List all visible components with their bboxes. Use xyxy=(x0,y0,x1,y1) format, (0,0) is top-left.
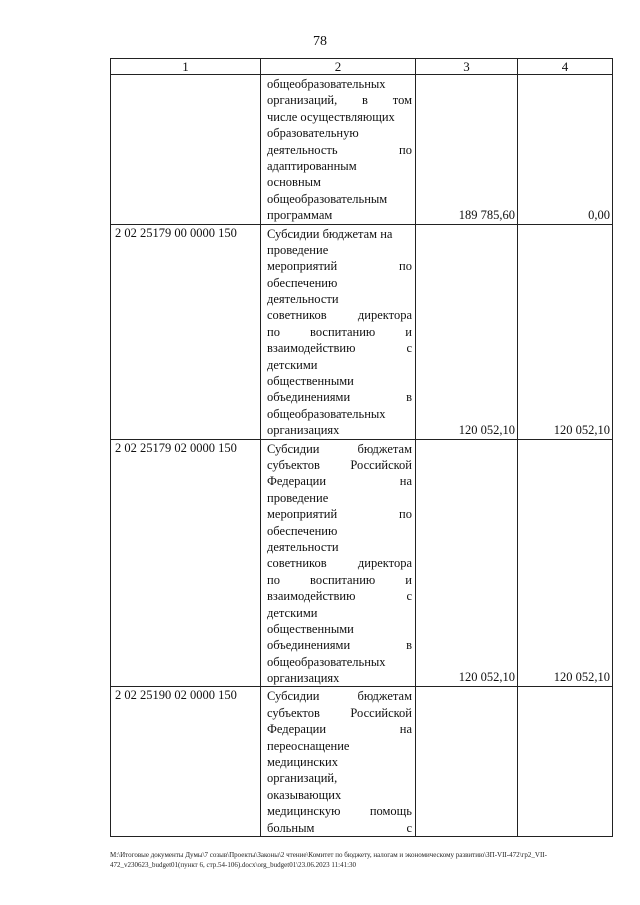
description-line xyxy=(267,688,412,704)
description-word: детскими xyxy=(267,357,318,372)
budget-code-cell: 2 02 25179 02 0000 150 xyxy=(111,439,261,687)
description-word: общеобразовательных xyxy=(267,654,386,669)
budget-table xyxy=(110,58,613,837)
description-line xyxy=(267,506,412,522)
description-line xyxy=(267,803,412,819)
description-line xyxy=(267,422,412,438)
description-line xyxy=(267,258,412,274)
description-line xyxy=(267,307,412,323)
description-word: с xyxy=(406,820,412,835)
description-word: в xyxy=(406,638,412,653)
table-row xyxy=(111,687,613,837)
description-line xyxy=(267,406,412,422)
description-word: помощь xyxy=(369,804,412,819)
description-word: общеобразовательных xyxy=(267,406,386,421)
description-cell xyxy=(261,439,416,687)
description-word: детскими xyxy=(267,605,318,620)
description-word: общественными xyxy=(267,621,354,636)
description-word: по xyxy=(399,507,412,522)
table-row xyxy=(111,439,613,687)
description-word: Федерации xyxy=(267,474,327,489)
description-word: взаимодействию xyxy=(267,341,356,356)
description-line xyxy=(267,820,412,836)
table-header-row xyxy=(111,59,613,75)
description-line xyxy=(267,605,412,621)
description-line xyxy=(267,588,412,604)
description-line xyxy=(267,787,412,803)
description-line xyxy=(267,705,412,721)
description-cell xyxy=(261,687,416,837)
description-word: по xyxy=(399,142,412,157)
description-word: программам xyxy=(267,208,333,223)
description-word: по xyxy=(267,572,280,587)
column-header-4: 4 xyxy=(518,59,613,75)
description-line xyxy=(267,76,412,92)
description-line xyxy=(267,158,412,174)
footer-path-line-2: 472_v230623_budget01(пункт 6, стр.54-106).docx\org_budget01\23.06.2023 11:41:30 xyxy=(110,861,357,869)
amount-col3-cell: 120 052,10 xyxy=(416,439,518,687)
description-line xyxy=(267,654,412,670)
description-word: том xyxy=(392,93,412,108)
budget-code-cell: 2 02 25179 00 0000 150 xyxy=(111,224,261,439)
budget-code-cell xyxy=(111,75,261,225)
description-line xyxy=(267,457,412,473)
description-line xyxy=(267,555,412,571)
description-line xyxy=(267,174,412,190)
description-line xyxy=(267,373,412,389)
description-word: общеобразовательных xyxy=(267,77,386,91)
description-line xyxy=(267,142,412,158)
description-word: субъектов xyxy=(267,457,320,472)
description-word: директора xyxy=(357,556,412,571)
description-word: Федерации xyxy=(267,722,327,737)
description-line xyxy=(267,242,412,258)
description-word: воспитанию xyxy=(310,572,376,587)
description-line xyxy=(267,738,412,754)
description-line xyxy=(267,125,412,141)
description-word: по xyxy=(399,259,412,274)
description-word: организациях xyxy=(267,671,340,686)
table-row xyxy=(111,224,613,439)
description-line xyxy=(267,490,412,506)
description-word: объединениями xyxy=(267,390,351,405)
description-word: общеобразовательным xyxy=(267,191,388,206)
description-word: оказывающих xyxy=(267,787,342,802)
description-word: переоснащение xyxy=(267,738,350,753)
description-word: на xyxy=(399,722,412,737)
description-word: на xyxy=(399,474,412,489)
description-word: Субсидии xyxy=(267,689,320,704)
column-header-2: 2 xyxy=(261,59,416,75)
column-header-3: 3 xyxy=(416,59,518,75)
description-word: мероприятий xyxy=(267,507,338,522)
amount-col3-cell xyxy=(416,687,518,837)
description-word: общественными xyxy=(267,374,354,389)
description-line xyxy=(267,291,412,307)
description-word: организаций, xyxy=(267,93,338,108)
description-word: воспитанию xyxy=(310,324,376,339)
description-word: медицинскую xyxy=(267,804,341,819)
description-line xyxy=(267,539,412,555)
description-line xyxy=(267,357,412,373)
description-word: обеспечению xyxy=(267,275,338,290)
amount-col3-cell: 120 052,10 xyxy=(416,224,518,439)
description-word: деятельность xyxy=(267,142,338,157)
description-line xyxy=(267,473,412,489)
page-number: 78 xyxy=(313,34,327,49)
budget-code-cell: 2 02 25190 02 0000 150 xyxy=(111,687,261,837)
description-word: директора xyxy=(357,308,412,323)
amount-col3-cell: 189 785,60 xyxy=(416,75,518,225)
amount-col4-cell: 0,00 xyxy=(518,75,613,225)
description-line xyxy=(267,523,412,539)
description-word: в xyxy=(362,93,368,108)
description-word: проведение xyxy=(267,490,329,505)
description-word: мероприятий xyxy=(267,259,338,274)
description-word: медицинских xyxy=(267,755,338,770)
table-row xyxy=(111,75,613,225)
description-line xyxy=(267,770,412,786)
description-word: Российской xyxy=(350,705,412,720)
description-word: бюджетам xyxy=(357,689,412,704)
description-word: организациях xyxy=(267,423,340,438)
description-line xyxy=(267,324,412,340)
document-footer xyxy=(110,850,620,870)
description-word: объединениями xyxy=(267,638,351,653)
description-line xyxy=(267,721,412,737)
description-word: субъектов xyxy=(267,705,320,720)
description-word: основным xyxy=(267,175,321,190)
description-word: бюджетам xyxy=(357,441,412,456)
description-word: Российской xyxy=(350,457,412,472)
description-word: проведение xyxy=(267,242,329,257)
description-line xyxy=(267,441,412,457)
description-word: Субсидии бюджетам на xyxy=(267,226,393,241)
description-word: советников xyxy=(267,308,327,323)
description-line xyxy=(267,92,412,108)
description-line xyxy=(267,637,412,653)
description-word: с xyxy=(406,341,412,356)
description-line xyxy=(267,754,412,770)
description-cell xyxy=(261,224,416,439)
footer-path-line-1: M:\Итоговые документы Думы\7 созыв\Проекты\Законы\2 чтение\Комитет по бюджету, налогам и экономическому развитию\ЗП-VII-472\гр2_VII- xyxy=(110,851,547,859)
description-word: адаптированным xyxy=(267,158,357,173)
description-word: Субсидии xyxy=(267,441,320,456)
amount-col4-cell xyxy=(518,687,613,837)
description-word: больным xyxy=(267,820,315,835)
description-word: образовательную xyxy=(267,126,359,141)
description-word: в xyxy=(406,390,412,405)
description-word: взаимодействию xyxy=(267,589,356,604)
description-line xyxy=(267,207,412,223)
description-word: советников xyxy=(267,556,327,571)
description-line xyxy=(267,389,412,405)
description-line xyxy=(267,340,412,356)
description-line xyxy=(267,275,412,291)
description-word: и xyxy=(405,572,412,587)
description-word: организаций, xyxy=(267,771,338,786)
description-line xyxy=(267,226,412,242)
description-word: с xyxy=(406,589,412,604)
description-word: деятельности xyxy=(267,539,339,554)
description-word: и xyxy=(405,324,412,339)
description-cell xyxy=(261,75,416,225)
description-line xyxy=(267,191,412,207)
description-line xyxy=(267,670,412,686)
description-line xyxy=(267,621,412,637)
description-word: деятельности xyxy=(267,292,339,307)
description-line xyxy=(267,109,412,125)
description-line xyxy=(267,572,412,588)
description-word: по xyxy=(267,324,280,339)
column-header-1: 1 xyxy=(111,59,261,75)
amount-col4-cell: 120 052,10 xyxy=(518,224,613,439)
amount-col4-cell: 120 052,10 xyxy=(518,439,613,687)
description-word: обеспечению xyxy=(267,523,338,538)
description-word: числе осуществляющих xyxy=(267,109,395,124)
